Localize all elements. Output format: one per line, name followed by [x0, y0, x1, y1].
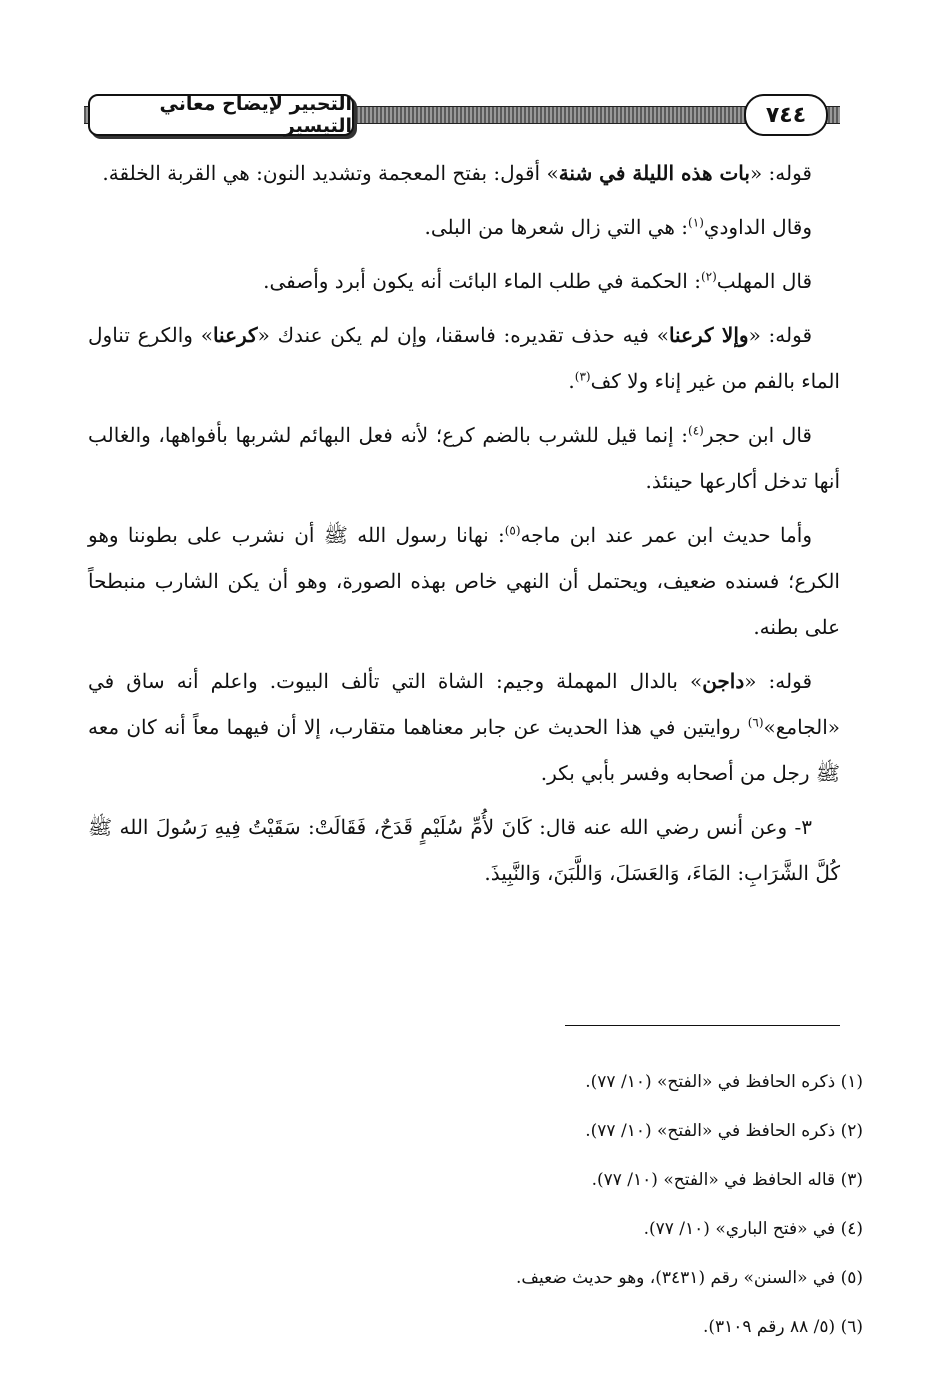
footnote: (٦) (٥/ ٨٨ رقم ٣١٠٩). [702, 1317, 863, 1337]
quoted-term: بات هذه الليلة في شنة [558, 161, 750, 185]
text-span: وأما حديث ابن عمر عند ابن ماجه [520, 523, 812, 547]
text-span: قوله: « [748, 323, 812, 347]
text-span: » والكرع تناول الماء بالفم من غير إناء ولا كف [88, 323, 840, 393]
footnote: (١) ذكره الحافظ في «الفتح» (١٠/ ٧٧). [585, 1072, 863, 1092]
paragraph [88, 512, 840, 650]
paragraph [88, 412, 840, 504]
text-span: وقال الداودي [703, 215, 812, 239]
footnote-ref: (٤) [688, 423, 704, 438]
footnote-divider [565, 1025, 840, 1026]
footnote-ref: (٢) [700, 269, 717, 284]
footnote-ref: (١) [688, 215, 704, 230]
text-span: : إنما قيل للشرب بالضم كرع؛ لأنه فعل البهائم لشربها بأفواهها، والغالب أنها تدخل أكارعها حينئذ. [88, 423, 840, 493]
text-span: روايتين في هذا الحديث عن جابر معناهما متقارب، إلا أن فيهما معاً أنه كان معه ﷺ رجل من أصحابه وفسر بأبي بكر. [88, 715, 840, 785]
paragraph [88, 312, 840, 404]
page-header [84, 92, 840, 138]
footnote: (٥) في «السنن» رقم (٣٤٣١)، وهو حديث ضعيف. [515, 1268, 863, 1288]
hadith-text: ٣- وعن أنس رضي الله عنه قال: كَانَ لأُمِّ سُلَيْمٍ قَدَحٌ، فَقَالَتْ: سَقَيْتُ فِيهِ رَسُولَ الله ﷺ كُلَّ الشَّرَابِ: المَاءَ، وَالعَسَلَ، وَاللَّبَنَ، وَالنَّبِيذَ. [88, 815, 840, 885]
paragraph [88, 150, 840, 196]
text-span: : هي التي زال شعرها من البلى. [424, 215, 689, 239]
text-span: : الحكمة في طلب الماء البائت أنه يكون أبرد وأصفى. [263, 269, 701, 293]
book-title: التحبير لإيضاح معاني التيسير [88, 94, 354, 136]
footnote: (٢) ذكره الحافظ في «الفتح» (١٠/ ٧٧). [585, 1121, 863, 1141]
quoted-term: وإلا كرعنا [668, 323, 749, 347]
text-span: » بالدال المهملة وجيم: الشاة التي تألف البيوت. واعلم أنه ساق في «الجامع» [88, 669, 840, 739]
footnote-ref: (٥) [504, 523, 521, 538]
page-number: ٧٤٤ [744, 94, 828, 136]
text-span: قوله: « [744, 669, 812, 693]
paragraph [88, 658, 840, 796]
footnote: (٣) قاله الحافظ في «الفتح» (١٠/ ٧٧). [591, 1170, 863, 1190]
text-span: قال المهلب [716, 269, 812, 293]
paragraph [88, 258, 840, 304]
text-span: . [568, 369, 575, 393]
text-span: » أقول: بفتح المعجمة وتشديد النون: هي القربة الخلقة. [102, 161, 559, 185]
text-span: قال ابن حجر [703, 423, 812, 447]
text-span: » فيه حذف تقديره: فاسقنا، وإن لم يكن عندك « [257, 323, 669, 347]
footnotes [88, 1058, 863, 1352]
quoted-term: داجن [702, 669, 745, 693]
footnote-ref: (٣) [574, 369, 591, 384]
hadith-paragraph [88, 804, 840, 896]
footnote-ref: (٦) [747, 715, 764, 730]
paragraph [88, 204, 840, 250]
quoted-term: كرعنا [212, 323, 258, 347]
footnote: (٤) في «فتح الباري» (١٠/ ٧٧). [643, 1219, 863, 1239]
text-span: قوله: « [749, 161, 812, 185]
main-text [88, 150, 840, 904]
text-span: : نهانا رسول الله ﷺ أن نشرب على بطوننا وهو الكرع؛ فسنده ضعيف، ويحتمل أن النهي خاص بهذه الصورة، وهو أن يكن الشارب منبطحاً على بطنه. [88, 523, 840, 639]
